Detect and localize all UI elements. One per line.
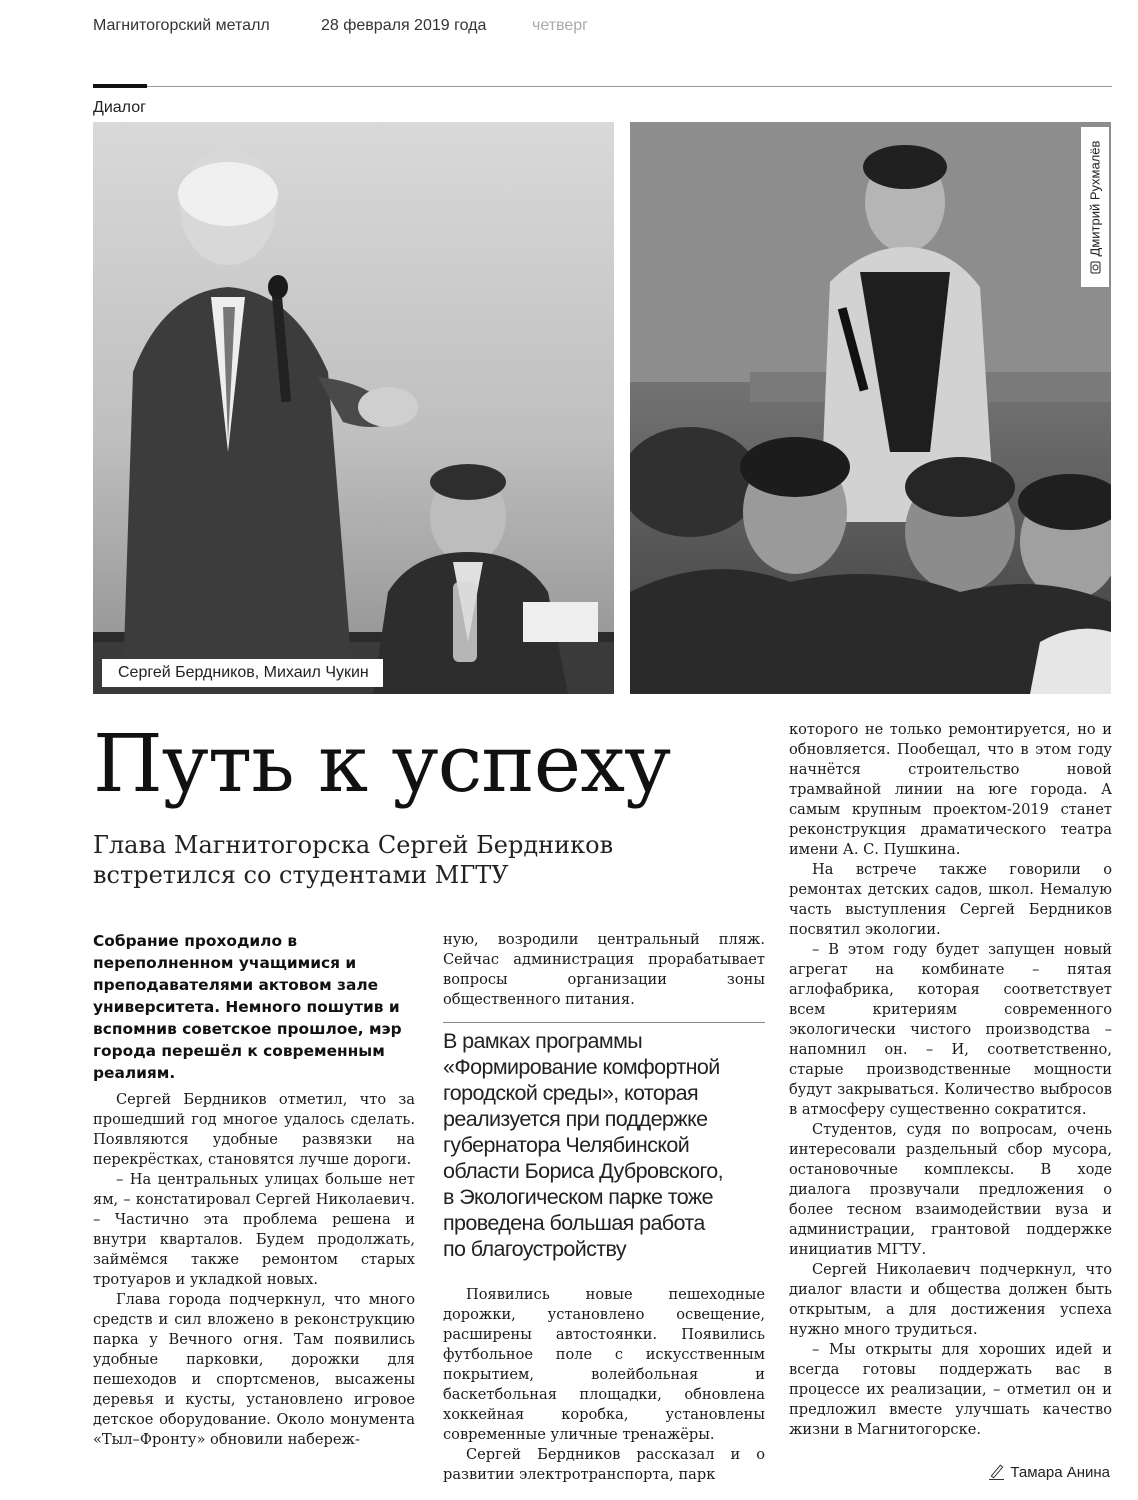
subhead-line: Глава Магнитогорска Сергей Бердников <box>93 831 614 859</box>
paragraph: Сергей Бердников рассказал и о развитии электротранспорта, парк <box>443 1446 765 1483</box>
subhead-line: встретился со студентами МГТУ <box>93 861 509 889</box>
article-column-3 <box>789 720 1112 1440</box>
paragraph: Появились новые пешеходные дорожки, установлено освещение, расширены автостоянки. Появились футбольное поле с искусственным покрытием, волейбольная и баскетбольная площадки, обновлена хоккейная коробка, установлены современные уличные тренажёры. <box>443 1286 765 1443</box>
pullquote-line: губернатора Челябинской <box>443 1133 690 1157</box>
photo-credit <box>1081 127 1109 287</box>
paragraph: – На центральных улицах больше нет ям, – констатировал Сергей Николаевич. – Частично эта проблема решена и внутри кварталов. Будем продолжать, займёмся также ремонтом старых тротуаров и укладкой новых. <box>93 1171 415 1288</box>
paragraph: – В этом году будет запущен новый агрегат на комбинате – пятая аглофабрика, которая соответствует всем критериям современного экологически чистого производства – напомнил он. – И, соответственно, старые производственные мощности будут закрываться. Количество выбросов в атмосферу существенно сократится. <box>789 941 1112 1118</box>
photo-mayor-speaking <box>93 122 614 694</box>
photo-illustration <box>630 122 1111 694</box>
photo-caption: Сергей Бердников, Михаил Чукин <box>102 659 383 687</box>
pullquote-line: проведена большая работа <box>443 1211 705 1235</box>
pullquote-line: городской среды», которая <box>443 1081 698 1105</box>
section-label: Диалог <box>93 99 146 116</box>
pullquote-line: «Формирование комфортной <box>443 1055 720 1079</box>
paragraph: На встрече также говорили о ремонтах детских садов, школ. Немалую часть выступления Сергей Бердников посвятил экологии. <box>789 861 1112 938</box>
paragraph: Сергей Николаевич подчеркнул, что диалог власти и общества должен быть открытым, а для достижения успеха нужно много трудиться. <box>789 1261 1112 1338</box>
pullquote <box>443 1028 765 1262</box>
section-rule-accent <box>93 84 147 88</box>
pullquote-rule <box>443 1022 765 1023</box>
pullquote-line: В рамках программы <box>443 1029 643 1053</box>
camera-icon <box>1090 261 1100 273</box>
newspaper-name: Магнитогорский металл <box>93 17 270 34</box>
author-name: Тамара Анина <box>1010 1464 1110 1481</box>
section-rule <box>147 86 1112 87</box>
pullquote-line: реализуется при поддержке <box>443 1107 708 1131</box>
paragraph: ную, возродили центральный пляж. Сейчас администрация прорабатывает вопросы организации зоны общественного питания. <box>443 931 765 1008</box>
paragraph: – Мы открыты для хороших идей и всегда готовы поддержать вас в процессе их реализации, – отметил он и предложил вместе улучшать качество жизни в Магнитогорске. <box>789 1341 1112 1438</box>
paragraph: Сергей Бердников отметил, что за прошедший год многое удалось сделать. Появляются удобные развязки на перекрёстках, становятся лучше дороги. <box>93 1091 415 1168</box>
paragraph: которого не только ремонтируется, но и обновляется. Пообещал, что в этом году начнётся строительство новой трамвайной линии на юге города. А самым крупным проектом-2019 станет реконструкция драматического театра имени А. С. Пушкина. <box>789 721 1112 858</box>
issue-weekday: четверг <box>532 17 588 34</box>
pen-icon <box>989 1465 1004 1480</box>
article-author <box>989 1464 1110 1481</box>
article-headline: Путь к успеху <box>93 717 671 810</box>
article-column-2-bottom <box>443 1285 765 1485</box>
article-column-2-top <box>443 930 765 1010</box>
paragraph: Студентов, судя по вопросам, очень интересовали раздельный сбор мусора, остановочные комплексы. В ходе диалога прозвучали предложения о более тесном взаимодействии вуза и администрации, грантовой поддержке инициатив МГТУ. <box>789 1121 1112 1258</box>
article-subhead <box>93 830 613 890</box>
issue-date: 28 февраля 2019 года <box>321 17 487 34</box>
photo-illustration <box>93 122 614 694</box>
pullquote-line: в Экологическом парке тоже <box>443 1185 714 1209</box>
article-column-1 <box>93 1090 415 1450</box>
pullquote-line: области Бориса Дубровского, <box>443 1159 723 1183</box>
photo-students-question <box>630 122 1111 694</box>
paragraph: Глава города подчеркнул, что много средств и сил вложено в реконструкцию парка у Вечного огня. Там появились удобные парковки, дорожки для пешеходов и спортсменов, высажены деревья и кусты, установлено игровое детское оборудование. Около монумента «Тыл–Фронту» обновили набереж- <box>93 1291 415 1448</box>
photographer-name: Дмитрий Рухмалёв <box>1087 140 1103 257</box>
pullquote-line: по благоустройству <box>443 1237 627 1261</box>
article-lead: Собрание проходило в переполненном учащимися и преподавателями актовом зале университета. Немного пошутив и вспомнив советское прошлое, мэр города перешёл к современным реалиям. <box>93 932 402 1082</box>
